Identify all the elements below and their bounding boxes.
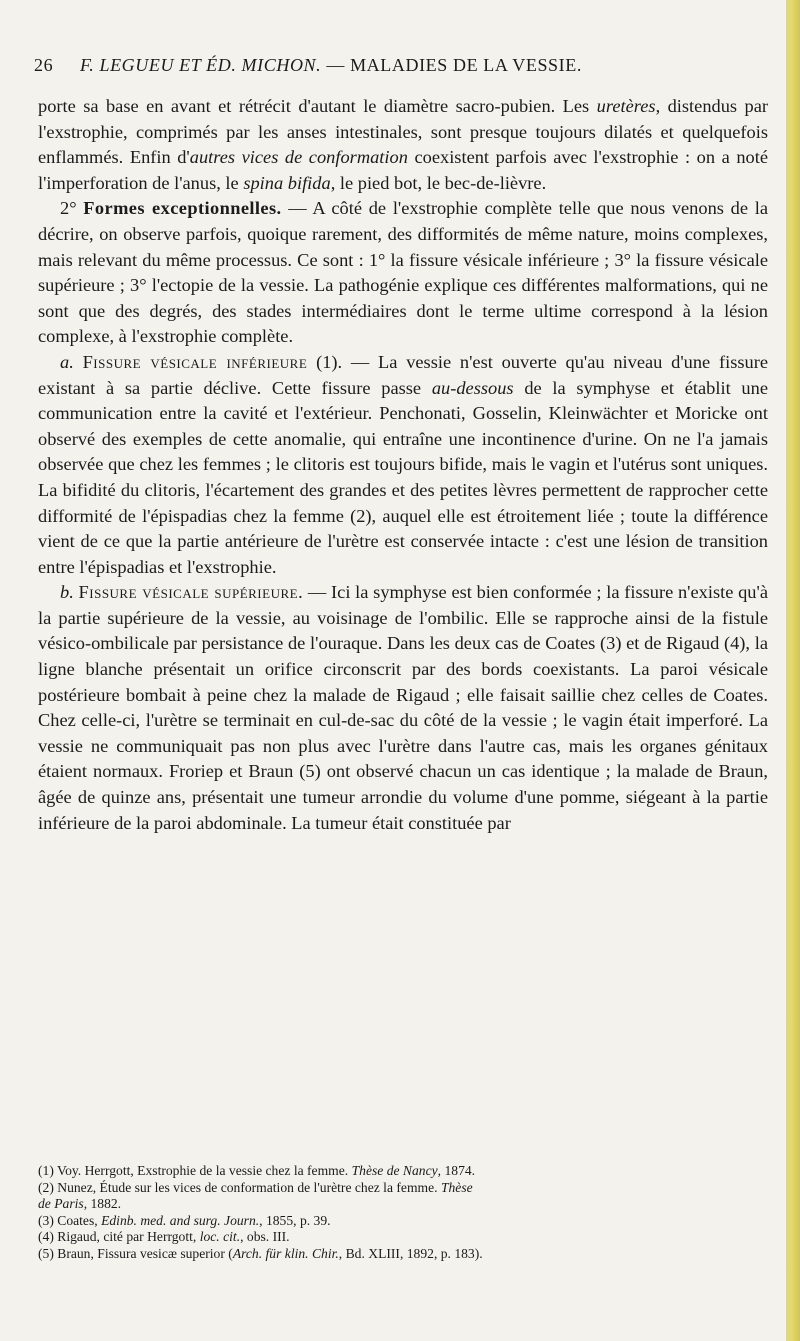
footnote-3: (3) Coates, Edinb. med. and surg. Journ., 1855, p. 39. [38,1212,331,1228]
footnote-2: (2) Nunez, Étude sur les vices de conformation de l'urètre chez la femme. Thèse [38,1179,473,1195]
footnote-4: (4) Rigaud, cité par Herrgott, loc. cit., obs. III. [38,1229,290,1245]
running-header [34,55,774,81]
paragraph-fissure-inferieure: a. Fissure vésicale inférieure (1). — La vessie n'est ouverte qu'au niveau d'une fissure existant à sa partie déclive. Cette fissure passe au-dessous de la symphyse et établit une communication entre la cavité et l'extérieur. Penchonati, Gosselin, Kleinwächter et Moricke ont observé des exemples de cette anomalie, qui entraîne une incontinence d'urine. On ne l'a jamais observée que chez les femmes ; le clitoris est toujours bifide, mais le vagin et l'utérus sont uniques. La bifidité du clitoris, l'écartement des grandes et des petites lèvres permettent de rapprocher cette difformité de l'épispadias chez la femme (2), auquel elle est étroitement liée ; toute la différence vient de ce que la partie antérieure de l'urètre est conservée intacte : c'est une lésion de transition entre l'épispadias et l'exstrophie. [38,351,769,577]
section-heading: Formes exceptionnelles. [83,198,282,219]
subsection-heading: Fissure vésicale inférieure [82,351,308,372]
footnote-1: (1) Voy. Herrgott, Exstrophie de la vessie chez la femme. Thèse de Nancy, 1874. [38,1163,476,1178]
footnote-2-continued: de Paris, 1882. [38,1196,122,1212]
paragraph-formes-exceptionnelles: 2° Formes exceptionnelles. — A côté de l'exstrophie complète telle que nous venons de la décrire, on observe parfois, quoique rarement, des difformités de même nature, moins complexes, mais relevant du même processus. Ce sont : 1° la fissure vésicale inférieure ; 3° la fissure vésicale supérieure ; 3° l'ectopie de la vessie. La pathogénie explique ces différentes malformations, qui ne sont que des degrés, des stades intermédiaires dont le terme ultime correspond à la lésion complexe, à l'exstrophie complète. [38,198,769,347]
footnote-5: (5) Braun, Fissura vesicæ superior (Arch. für klin. Chir., Bd. XLIII, 1892, p. 183). [38,1245,483,1261]
header-dash: — [326,55,345,75]
subsection-heading: Fissure vésicale supérieure. [78,582,304,603]
running-title [80,55,582,76]
paragraph-fissure-superieure: b. Fissure vésicale supérieure. — Ici la symphyse est bien conformée ; la fissure n'existe qu'à la partie supérieure de la vessie, au voisinage de l'ombilic. Elle se rapproche ainsi de la fistule vésico-ombilicale par persistance de l'ouraque. Dans les deux cas de Coates (3) et de Rigaud (4), la ligne blanche présentait un orifice circonscrit par des bords coexistants. La paroi vésicale postérieure bombait à peine chez la malade de Rigaud ; elle faisait saillie chez celles de Coates. Chez celle-ci, l'urètre se terminait en cul-de-sac du côté de la vessie ; le vagin était imperforé. La vessie ne communiquait pas non plus avec l'urètre dans l'autre cas, mais les organes génitaux étaient normaux. Froriep et Braun (5) ont observé chacun un cas identique ; la malade de Braun, âgée de quinze ans, présentait une tumeur arrondie du volume d'une pomme, siégeant à la partie inférieure de la paroi abdominale. La tumeur était constituée par [38,582,768,833]
footnotes [38,1163,768,1263]
body-text [38,94,768,836]
header-subject: MALADIES DE LA VESSIE. [350,55,582,75]
page-number: 26 [34,55,54,75]
header-authors: F. LEGUEU ET ÉD. MICHON. [80,55,322,75]
page-edge [786,0,800,1341]
paragraph-ureteres: porte sa base en avant et rétrécit d'autant le diamètre sacro-pubien. Les uretères, distendus par l'exstrophie, comprimés par les anses intestinales, sont presque toujours dilatés et quelquefois enflammés. Enfin d'autres vices de conformation coexistent parfois avec l'exstrophie : on a noté l'imperforation de l'anus, le spina bifida, le pied bot, le bec-de-lièvre. [38,96,768,193]
